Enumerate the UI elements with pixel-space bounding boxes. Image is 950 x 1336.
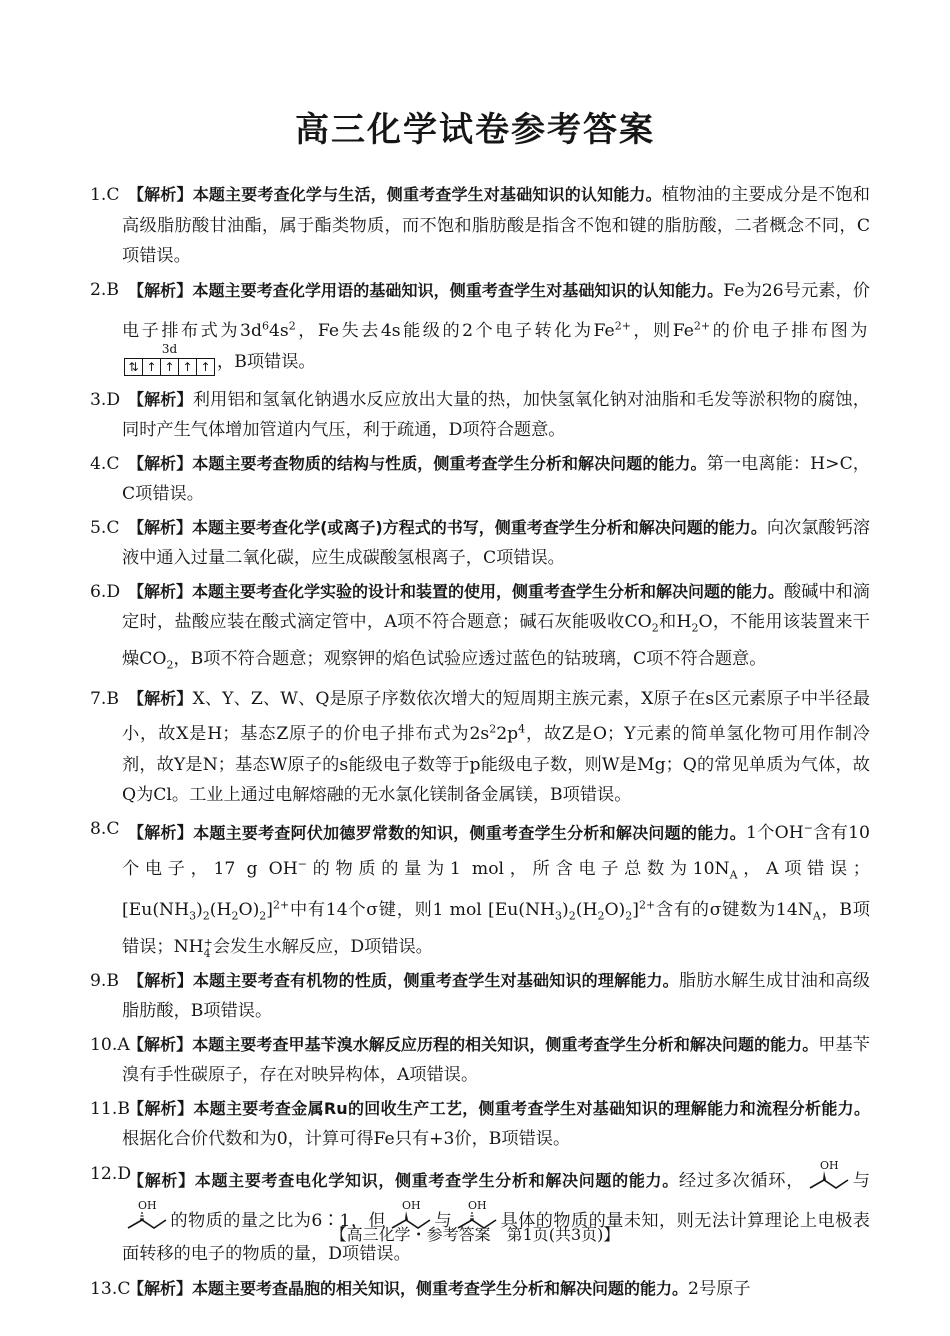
analysis-tag: 【解析】 — [128, 1278, 193, 1298]
item-focus: 本题主要考查电化学知识，侧重考查学生分析和解决问题的能力。 — [194, 1170, 679, 1190]
item-focus: 本题主要考查有机物的性质，侧重考查学生对基础知识的理解能力。 — [192, 970, 679, 990]
item-focus: 本题主要考查化学与生活，侧重考查学生对基础知识的认知能力。 — [192, 185, 662, 204]
analysis-tag: 【解析】 — [128, 823, 194, 843]
svg-text:OH: OH — [468, 1198, 487, 1212]
item-number: 13.C — [90, 1278, 131, 1299]
orbital-box: ↑ — [200, 359, 211, 374]
orbital-box: ↑ — [179, 359, 197, 375]
item-text: 经过多次循环， OH 与 OH 的物质的量之比为6∶1，但 OH 与 OH 具体的物质的量未知，则无法计算理论上电极表面转移的电子的物质的量，D项错误。 — [122, 1158, 870, 1264]
orbital-label: 3d — [161, 341, 178, 356]
item-focus: 本题主要考查化学(或离子)方程式的书写，侧重考查学生分析和解决问题的能力。 — [192, 517, 767, 537]
page-footer: 【高三化学・参考答案 第1页(共3页)】 — [330, 1225, 620, 1244]
item-text: 第一电离能：H>C，C项错误。 — [122, 453, 870, 504]
item-text: Fe为26号元素，价电子排布式为$3d^64s^2$，Fe失去4s能级的2个电子转化为$Fe^{2+}$，则$Fe^{2+}$的价电子排布图为 — [122, 280, 870, 341]
answer-item-3 — [90, 385, 870, 446]
analysis-tag: 【解析】 — [128, 1034, 193, 1054]
analysis-tag: 【解析】 — [128, 280, 193, 300]
item-number: 2.B — [90, 279, 120, 300]
orbital-box: ⇅ — [125, 359, 143, 375]
answer-item-6 — [90, 577, 870, 681]
analysis-tag: 【解析】 — [128, 581, 193, 601]
analysis-tag: 【解析】 — [128, 970, 193, 990]
item-focus: 本题主要考查化学实验的设计和装置的使用，侧重考查学生分析和解决问题的能力。 — [192, 581, 785, 601]
item-number: 11.B — [90, 1098, 130, 1119]
item-number: 4.C — [90, 453, 120, 474]
analysis-tag: 【解析】 — [128, 185, 193, 204]
item-text: 2号原子 — [688, 1278, 751, 1299]
item-text: 向次氯酸钙溶液中通入过量二氧化碳，应生成碳酸氢根离子，C项错误。 — [122, 517, 870, 568]
item-number: 3.D — [90, 389, 121, 410]
item-text: 脂肪水解生成甘油和高级脂肪酸，B项错误。 — [122, 970, 870, 1022]
answer-item-13 — [90, 1274, 870, 1305]
item-focus: 本题主要考查晶胞的相关知识，侧重考查学生分析和解决问题的能力。 — [192, 1278, 689, 1298]
answer-item-2: 2.B 【解析】本题主要考查化学用语的基础知识，侧重考查学生对基础知识的认知能力。Fe为26号元素，价电子排布式为$3d^64s^2$，Fe失去4s能级的2个电子转化为$Fe^{2+}$，则$Fe^{2+}$的价电子排布图为 3d ⇅ ↑ ↑ ↑ ↑ ，B项错误。 — [90, 275, 870, 382]
analysis-tag: 【解析】 — [128, 688, 193, 708]
item-focus: 本题主要考查金属Ru的回收生产工艺，侧重考查学生对基础知识的理解能力和流程分析能力。 — [193, 1098, 870, 1118]
item-focus: 本题主要考查甲基苄溴水解反应历程的相关知识，侧重考查学生分析和解决问题的能力。 — [192, 1034, 819, 1054]
orbital-diagram — [124, 341, 215, 382]
item-number: 10.A — [90, 1034, 130, 1055]
analysis-tag: 【解析】 — [128, 1098, 194, 1118]
butanol-molecule-icon — [806, 1158, 850, 1194]
item-focus: 本题主要考查化学用语的基础知识，侧重考查学生对基础知识的认知能力。 — [192, 280, 724, 300]
answer-item-10 — [90, 1030, 870, 1091]
orbital-box: ↑ — [143, 359, 161, 375]
analysis-tag: 【解析】 — [128, 517, 193, 537]
item-text: 1个OH−含有10个电子，17 g OH−的物质的量为1 mol，所含电子总数为$10N_A$，A项错误；$[Eu(NH_3)_2(H_2O)_2]^{2+}$中有14个σ键，则1 mol $[Eu(NH_3)_2(H_2O)_2]^{2+}$含有的σ键数为$14N_A$，B项错误；NH + 4 会发生水解反应，D项错误。 — [122, 821, 870, 960]
answer-item-5 — [90, 513, 870, 574]
analysis-tag: 【解析】 — [128, 453, 193, 473]
item-text: 甲基苄溴有手性碳原子，存在对映异构体，A项错误。 — [122, 1034, 870, 1086]
svg-text:OH: OH — [820, 1158, 839, 1172]
answer-item-11 — [90, 1094, 870, 1155]
answer-item-12 — [90, 1158, 870, 1271]
answer-item-7 — [90, 684, 870, 811]
svg-text:OH: OH — [402, 1198, 421, 1212]
item-number: 7.B — [90, 688, 120, 709]
item-number: 8.C — [90, 818, 120, 839]
answer-item-1 — [90, 180, 870, 272]
item-text: X、Y、Z、W、Q是原子序数依次增大的短周期主族元素，X原子在s区元素原子中半径最小，故X是H；基态Z原子的价电子排布式为$2s^22p^4$，故Z是O；Y元素的简单氢化物可用作制冷剂，故Y是N；基态W原子的s能级电子数等于p能级电子数，则W是Mg；Q的常见单质为气体，故Q为Cl。工业上通过电解熔融的无水氯化镁制备金属镁，B项错误。 — [122, 688, 870, 806]
answer-item-9 — [90, 966, 870, 1027]
item-number: 6.D — [90, 581, 121, 602]
item-text: 利用铝和氢氧化钠遇水反应放出大量的热，加快氢氧化钠对油脂和毛发等淤积物的腐蚀，同时产生气体增加管道内气压，利于疏通，D项符合题意。 — [122, 389, 870, 440]
item-text: 植物油的主要成分是不饱和高级脂肪酸甘油酯，属于酯类物质，而不饱和脂肪酸是指含不饱和键的脂肪酸，二者概念不同，C项错误。 — [122, 185, 870, 266]
item-number: 12.D — [90, 1163, 132, 1184]
analysis-tag: 【解析】 — [128, 1170, 195, 1190]
item-focus: 本题主要考查物质的结构与性质，侧重考查学生分析和解决问题的能力。 — [192, 453, 707, 473]
orbital-box: ↑ — [161, 359, 179, 375]
item-number: 9.B — [90, 970, 120, 991]
item-focus: 本题主要考查阿伏加德罗常数的知识，侧重考查学生分析和解决问题的能力。 — [193, 823, 746, 843]
svg-text:OH: OH — [138, 1198, 157, 1212]
item-text: 根据化合价代数和为0，计算可得Fe只有+3价，B项错误。 — [122, 1129, 571, 1150]
page-title: 高三化学试卷参考答案 — [295, 110, 655, 150]
item-number: 1.C — [90, 185, 120, 205]
answer-item-8 — [90, 814, 870, 963]
answer-list — [90, 180, 870, 1307]
answer-item-4 — [90, 449, 870, 510]
item-number: 5.C — [90, 517, 120, 538]
item-text: 酸碱中和滴定时，盐酸应装在酸式滴定管中，A项不符合题意；碱石灰能吸收$CO_2$和$H_2O$，不能用该装置来干燥$CO_2$，B项不符合题意；观察钾的焰色试验应透过蓝色的钴玻璃，C项不符合题意。 — [122, 581, 870, 672]
analysis-tag: 【解析】 — [128, 389, 193, 409]
